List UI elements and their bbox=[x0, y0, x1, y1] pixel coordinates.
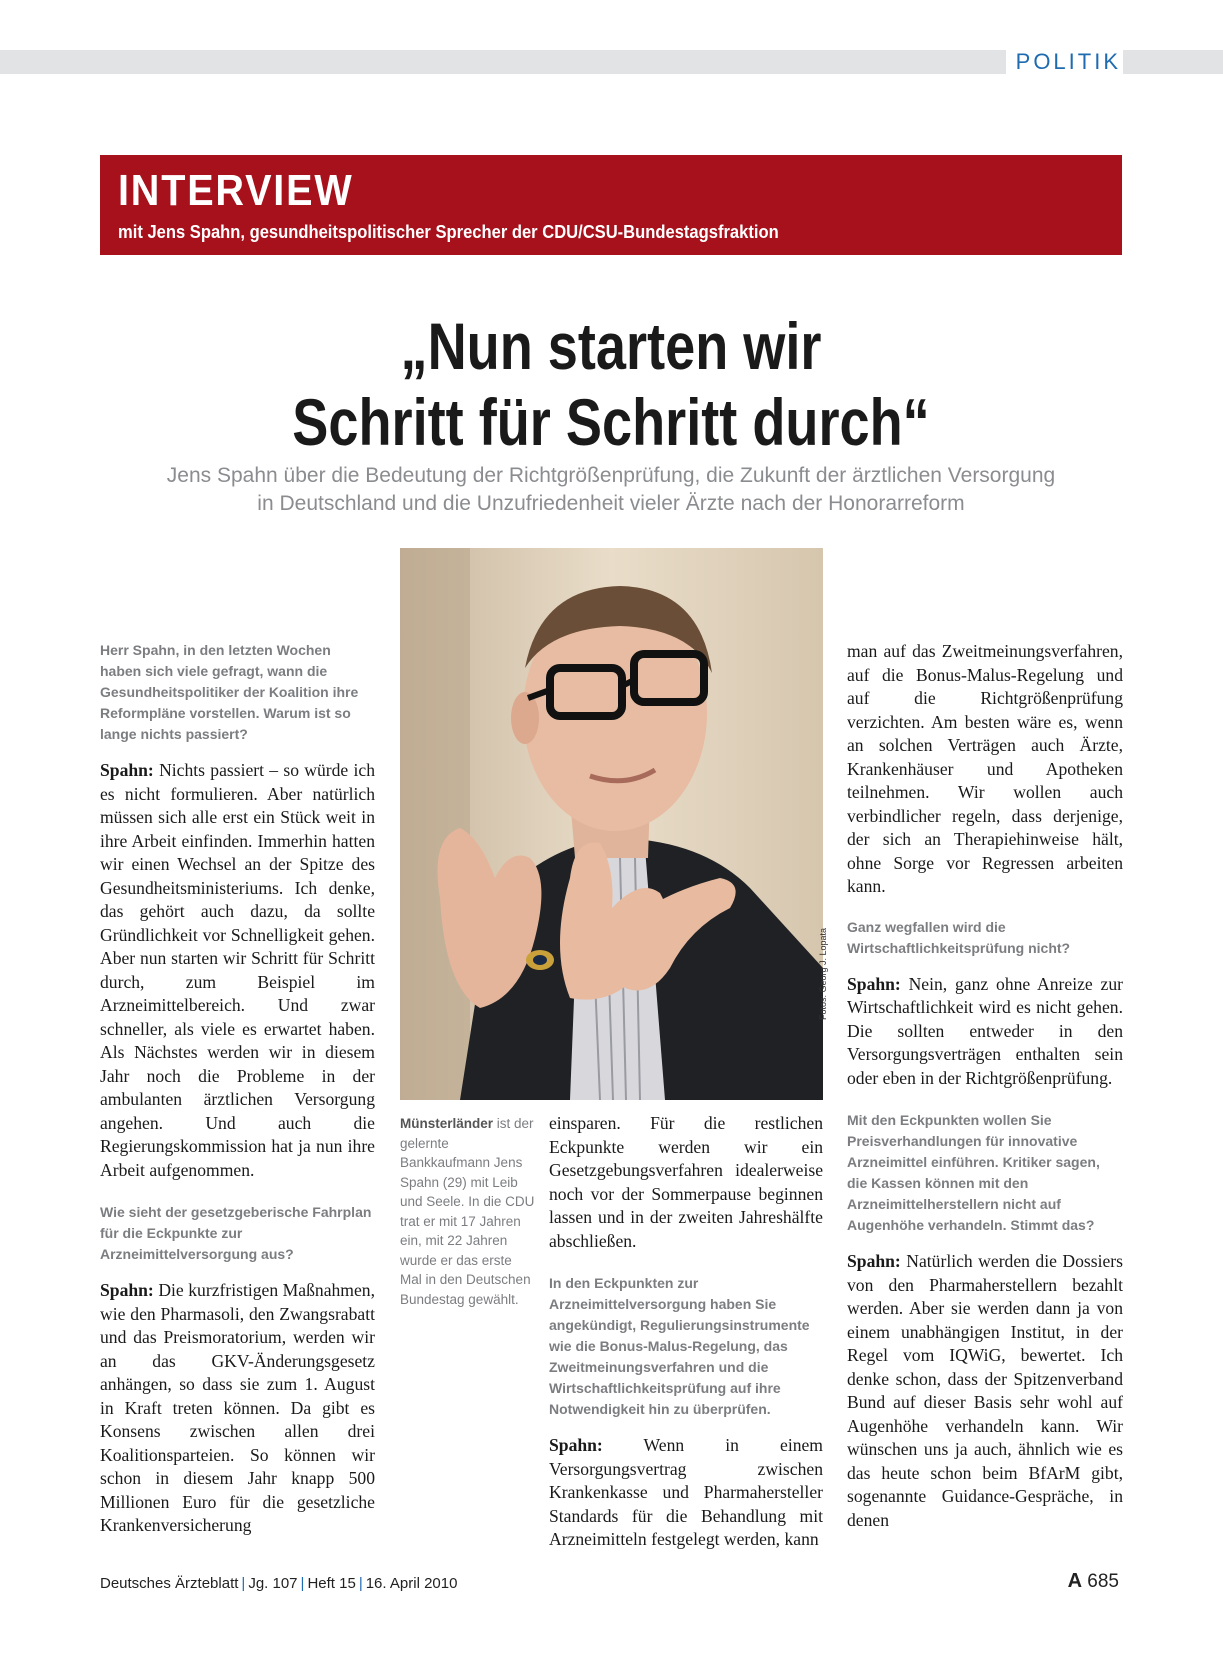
caption-text: ist der gelernte Bankkaufmann Jens Spahn (29) mit Leib und Seele. In die CDU trat er mit 17 Jahren ein, mit 22 Jahren wurde er das erste Mal in den Deutschen Bundestag gewählt. bbox=[400, 1116, 535, 1307]
article-column-2 bbox=[549, 1112, 823, 1552]
journal-date: 16. April 2010 bbox=[365, 1575, 458, 1592]
journal-issue: Heft 15 bbox=[307, 1575, 356, 1592]
speaker-label: Spahn: bbox=[100, 1280, 154, 1300]
article-subheadline bbox=[100, 462, 1122, 518]
page-number-value: 685 bbox=[1087, 1571, 1119, 1592]
speaker-label: Spahn: bbox=[847, 973, 901, 994]
portrait-photo bbox=[400, 548, 823, 1100]
subhead-line-1: Jens Spahn über die Bedeutung der Richtgrößenprüfung, die Zukunft der ärztlichen Versorgung bbox=[166, 464, 1056, 487]
banner-title: INTERVIEW bbox=[118, 166, 354, 215]
headline-line-2: Schritt für Schritt durch“ bbox=[292, 385, 930, 459]
banner-subtitle: mit Jens Spahn, gesundheitspolitischer Sprecher der CDU/CSU-Bundestagsfraktion bbox=[118, 222, 779, 242]
interview-question: In den Eckpunkten zur Arzneimittelversorgung haben Sie angekündigt, Regulierungsinstrumente wie die Bonus-Malus-Regelung, das Zweitmeinungsverfahren und die Wirtschaftlichkeitsprüfung auf ihre Notwendigkeit hin zu überprüfen. bbox=[549, 1275, 810, 1417]
answer-text: Nein, ganz ohne Anreize zur Wirtschaftlichkeit wird es nicht gehen. Die sollten entweder in den Versorgungsverträgen enthalten sein oder eben in der Richtgrößenprüfung. bbox=[847, 973, 1123, 1088]
answer-text: Nichts passiert – so würde ich es nicht formulieren. Aber natürlich müssen sich alle erst ein Stück weit in ihre Arbeit einfinden. Immerhin hatten wir einen Wechsel an der Spitze des Gesundheitsministeriums. Ich denke, das gehört auch dazu, da sollte Gründlichkeit vor Schnelligkeit gehen. Aber nun starten wir Schritt für Schritt durch, zum Beispiel im Arzneimittelbereich. Und zwar schneller, als viele es erwartet haben. Als Nächstes werden wir in diesem Jahr noch die Probleme in der ambulanten ärztlichen Versorgung angehen. Und auch die Regierungskommission hat ja nun ihre Arbeit aufgenommen. bbox=[100, 760, 375, 1180]
footer-separator: | bbox=[241, 1575, 246, 1592]
photo-caption bbox=[400, 1114, 535, 1309]
interview-question: Wie sieht der gesetzgeberische Fahrplan für die Eckpunkte zur Arzneimittelversorgung aus? bbox=[100, 1204, 372, 1262]
photo-credit: Fotos: Georg J. Lopata bbox=[818, 927, 828, 1020]
section-label: POLITIK bbox=[1006, 48, 1123, 76]
page-number bbox=[1068, 1570, 1119, 1593]
speaker-label: Spahn: bbox=[847, 1251, 901, 1271]
journal-name: Deutsches Ärzteblatt bbox=[100, 1575, 239, 1592]
speaker-label: Spahn: bbox=[100, 760, 154, 780]
interview-answer bbox=[549, 1434, 823, 1552]
article-column-3 bbox=[847, 640, 1123, 1532]
article-headline bbox=[192, 308, 1030, 460]
subhead-line-2: in Deutschland und die Unzufriedenheit vieler Ärzte nach der Honorarreform bbox=[257, 492, 965, 515]
caption-lead: Münsterländer bbox=[400, 1116, 494, 1131]
page-prefix: A bbox=[1067, 1570, 1083, 1592]
interview-answer bbox=[847, 1250, 1123, 1532]
interview-question: Ganz wegfallen wird die Wirtschaftlichkeitsprüfung nicht? bbox=[847, 918, 1071, 956]
interview-answer bbox=[847, 973, 1123, 1091]
footer-separator: | bbox=[358, 1575, 363, 1592]
interview-question: Mit den Eckpunkten wollen Sie Preisverhandlungen für innovative Arzneimittel einführen. Kritiker sagen, die Kassen können mit den Arzneimittelherstellern nicht auf Augenhöhe verhandeln. Stimmt das? bbox=[847, 1112, 1100, 1233]
answer-text: Natürlich werden die Dossiers von den Pharmaherstellern bezahlt werden. Aber sie werden dann ja von einem unabhängigen Institut, in der Regel vom IQWiG, bewertet. Ich denke schon, dass der Spitzenverband Bund auf dieser Basis sehr wohl auf Augenhöhe verhandeln kann. Wir wünschen uns ja auch, ähnlich wie es das heute schon beim BfArM gibt, sogenannte Guidance-Gespräche, in denen bbox=[847, 1251, 1123, 1530]
speaker-label: Spahn: bbox=[549, 1435, 603, 1455]
footer-separator: | bbox=[300, 1575, 305, 1592]
journal-volume: Jg. 107 bbox=[248, 1575, 298, 1592]
answer-text: Wenn in einem Versorgungsvertrag zwischen Krankenkasse und Pharmahersteller Standards für die Behandlung mit Arzneimitteln festgelegt werden, kann bbox=[549, 1435, 823, 1549]
interview-answer bbox=[100, 759, 375, 1182]
answer-text: Die kurzfristigen Maßnahmen, wie den Pharmasoli, den Zwangsrabatt und das Preismoratorium, werden wir an das GKV-Änderungsgesetz anhängen, so dass sie zum 1. August in Kraft treten können. Da gibt es Konsens zwischen allen drei Koalitionsparteien. So können wir schon in diesem Jahr knapp 500 Millionen Euro für die gesetzliche Krankenversicherung bbox=[100, 1280, 375, 1535]
footer-citation bbox=[100, 1575, 457, 1592]
answer-continued: man auf das Zweitmeinungsverfahren, auf die Bonus-Malus-Regelung und auf die Richtgrößenprüfung verzichten. Am besten wäre es, wenn an solchen Verträgen auch Ärzte, Krankenhäuser und Apotheken teilnehmen. Wir wollen auch verbindlicher regeln, dass derjenige, der sich an Therapiehinweise hält, ohne Sorge vor Regressen arbeiten kann. bbox=[847, 641, 1123, 896]
interview-answer bbox=[100, 1279, 375, 1538]
answer-continued: einsparen. Für die restlichen Eckpunkte werden wir ein Gesetzgebungsverfahren idealerweise noch vor der Sommerpause beginnen lassen und in der zweiten Jahreshälfte abschließen. bbox=[549, 1113, 823, 1251]
article-column-1 bbox=[100, 640, 375, 1538]
portrait-illustration bbox=[400, 548, 823, 1100]
interview-question: Herr Spahn, in den letzten Wochen haben sich viele gefragt, wann die Gesundheitspolitiker der Koalition ihre Reformpläne vorstellen. Warum ist so lange nichts passiert? bbox=[100, 642, 359, 742]
headline-line-1: „Nun starten wir bbox=[400, 309, 822, 383]
